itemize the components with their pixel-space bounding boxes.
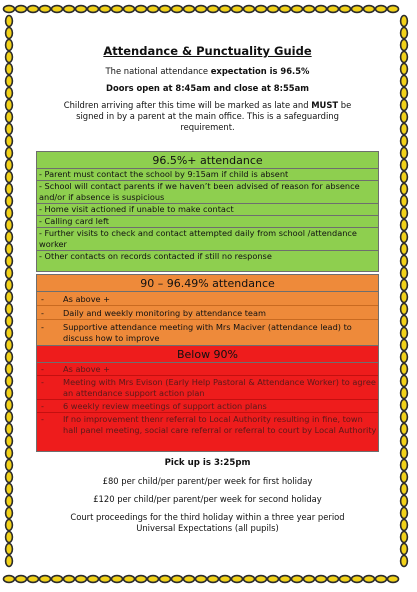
- late-arrival-text: [30, 100, 385, 111]
- page-title: Attendance & Punctuality Guide: [103, 44, 312, 58]
- doors-times: [30, 83, 385, 94]
- orange-row-text: As above +: [63, 294, 111, 304]
- red-row-text: Meeting with Mrs Evison (Early Help Pastoral & Attendance Worker) to agree an attendance support action plan: [63, 377, 376, 398]
- red-row-text: If no improvement thenr referral to Local Authority resulting in fine, town hall panel meeting, social care referral or referral to court by Local Authority: [63, 414, 377, 435]
- orange-row-text: Daily and weekly monitoring by attendance team: [63, 308, 266, 318]
- orange-row-text: Supportive attendance meeting with Mrs Maciver (attendance lead) to discuss how to improve: [63, 322, 352, 343]
- court-proceedings: Court proceedings for the third holiday within a three year period: [70, 512, 345, 522]
- bottom-section: [30, 458, 385, 534]
- orange-row: [37, 305, 378, 319]
- red-band-heading: Below 90%: [37, 346, 378, 363]
- bullet-dash: -: [41, 308, 44, 318]
- late-arrival-text-3: requirement.: [180, 122, 235, 132]
- first-holiday-fine: £80 per child/per parent/per week for first holiday: [102, 476, 313, 486]
- green-row: - Other contacts on records contacted if still no response: [39, 251, 272, 261]
- green-attendance-band: [36, 151, 379, 272]
- red-row: [37, 399, 378, 412]
- expectation-prefix: The national attendance: [105, 66, 211, 76]
- universal-expectations: Universal Expectations (all pupils): [136, 523, 279, 533]
- red-row: [37, 363, 378, 375]
- green-band-heading: 96.5%+ attendance: [37, 152, 378, 169]
- green-row: - Further visits to check and contact attempted daily from school /attendance worker: [37, 228, 378, 251]
- expectation-value: expectation is 96.5%: [210, 66, 310, 76]
- orange-band-heading: 90 – 96.49% attendance: [37, 275, 378, 292]
- green-row: - Parent must contact the school by 9:15am if child is absent: [37, 169, 378, 181]
- attendance-expectation: [30, 66, 385, 77]
- red-row-text: 6 weekly review meetings of support action plans: [63, 401, 267, 411]
- orange-row: [37, 292, 378, 305]
- red-attendance-band: [36, 345, 379, 452]
- late-arrival-text-2: signed in by a parent at the main office. This is a safeguarding: [76, 111, 339, 121]
- bullet-dash: -: [41, 414, 44, 424]
- second-holiday-fine: £120 per child/per parent/per week for second holiday: [93, 494, 322, 504]
- red-row-text: As above +: [63, 364, 111, 374]
- green-row: - Calling card left: [37, 216, 378, 228]
- red-row: [37, 375, 378, 399]
- bullet-dash: -: [41, 322, 44, 332]
- bullet-dash: -: [41, 377, 44, 387]
- bullet-dash: -: [41, 401, 44, 411]
- late-text-must: MUST: [311, 100, 339, 110]
- doors-text: Doors open at 8:45am and close at 8:55am: [106, 83, 309, 93]
- green-row: - School will contact parents if we haven’t been advised of reason for absence and/or if absence is suspicious: [37, 181, 378, 204]
- orange-attendance-band: [36, 274, 379, 351]
- bullet-dash: -: [41, 294, 44, 304]
- bullet-dash: -: [41, 364, 44, 374]
- late-text-2: be: [338, 100, 352, 110]
- orange-row: [37, 319, 378, 344]
- green-row: - Home visit actioned if unable to make contact: [37, 204, 378, 216]
- late-text-1: Children arriving after this time will be marked as late and: [63, 100, 312, 110]
- intro-section: [30, 38, 385, 133]
- pickup-time: Pick up is 3:25pm: [164, 458, 251, 468]
- red-row: [37, 412, 378, 436]
